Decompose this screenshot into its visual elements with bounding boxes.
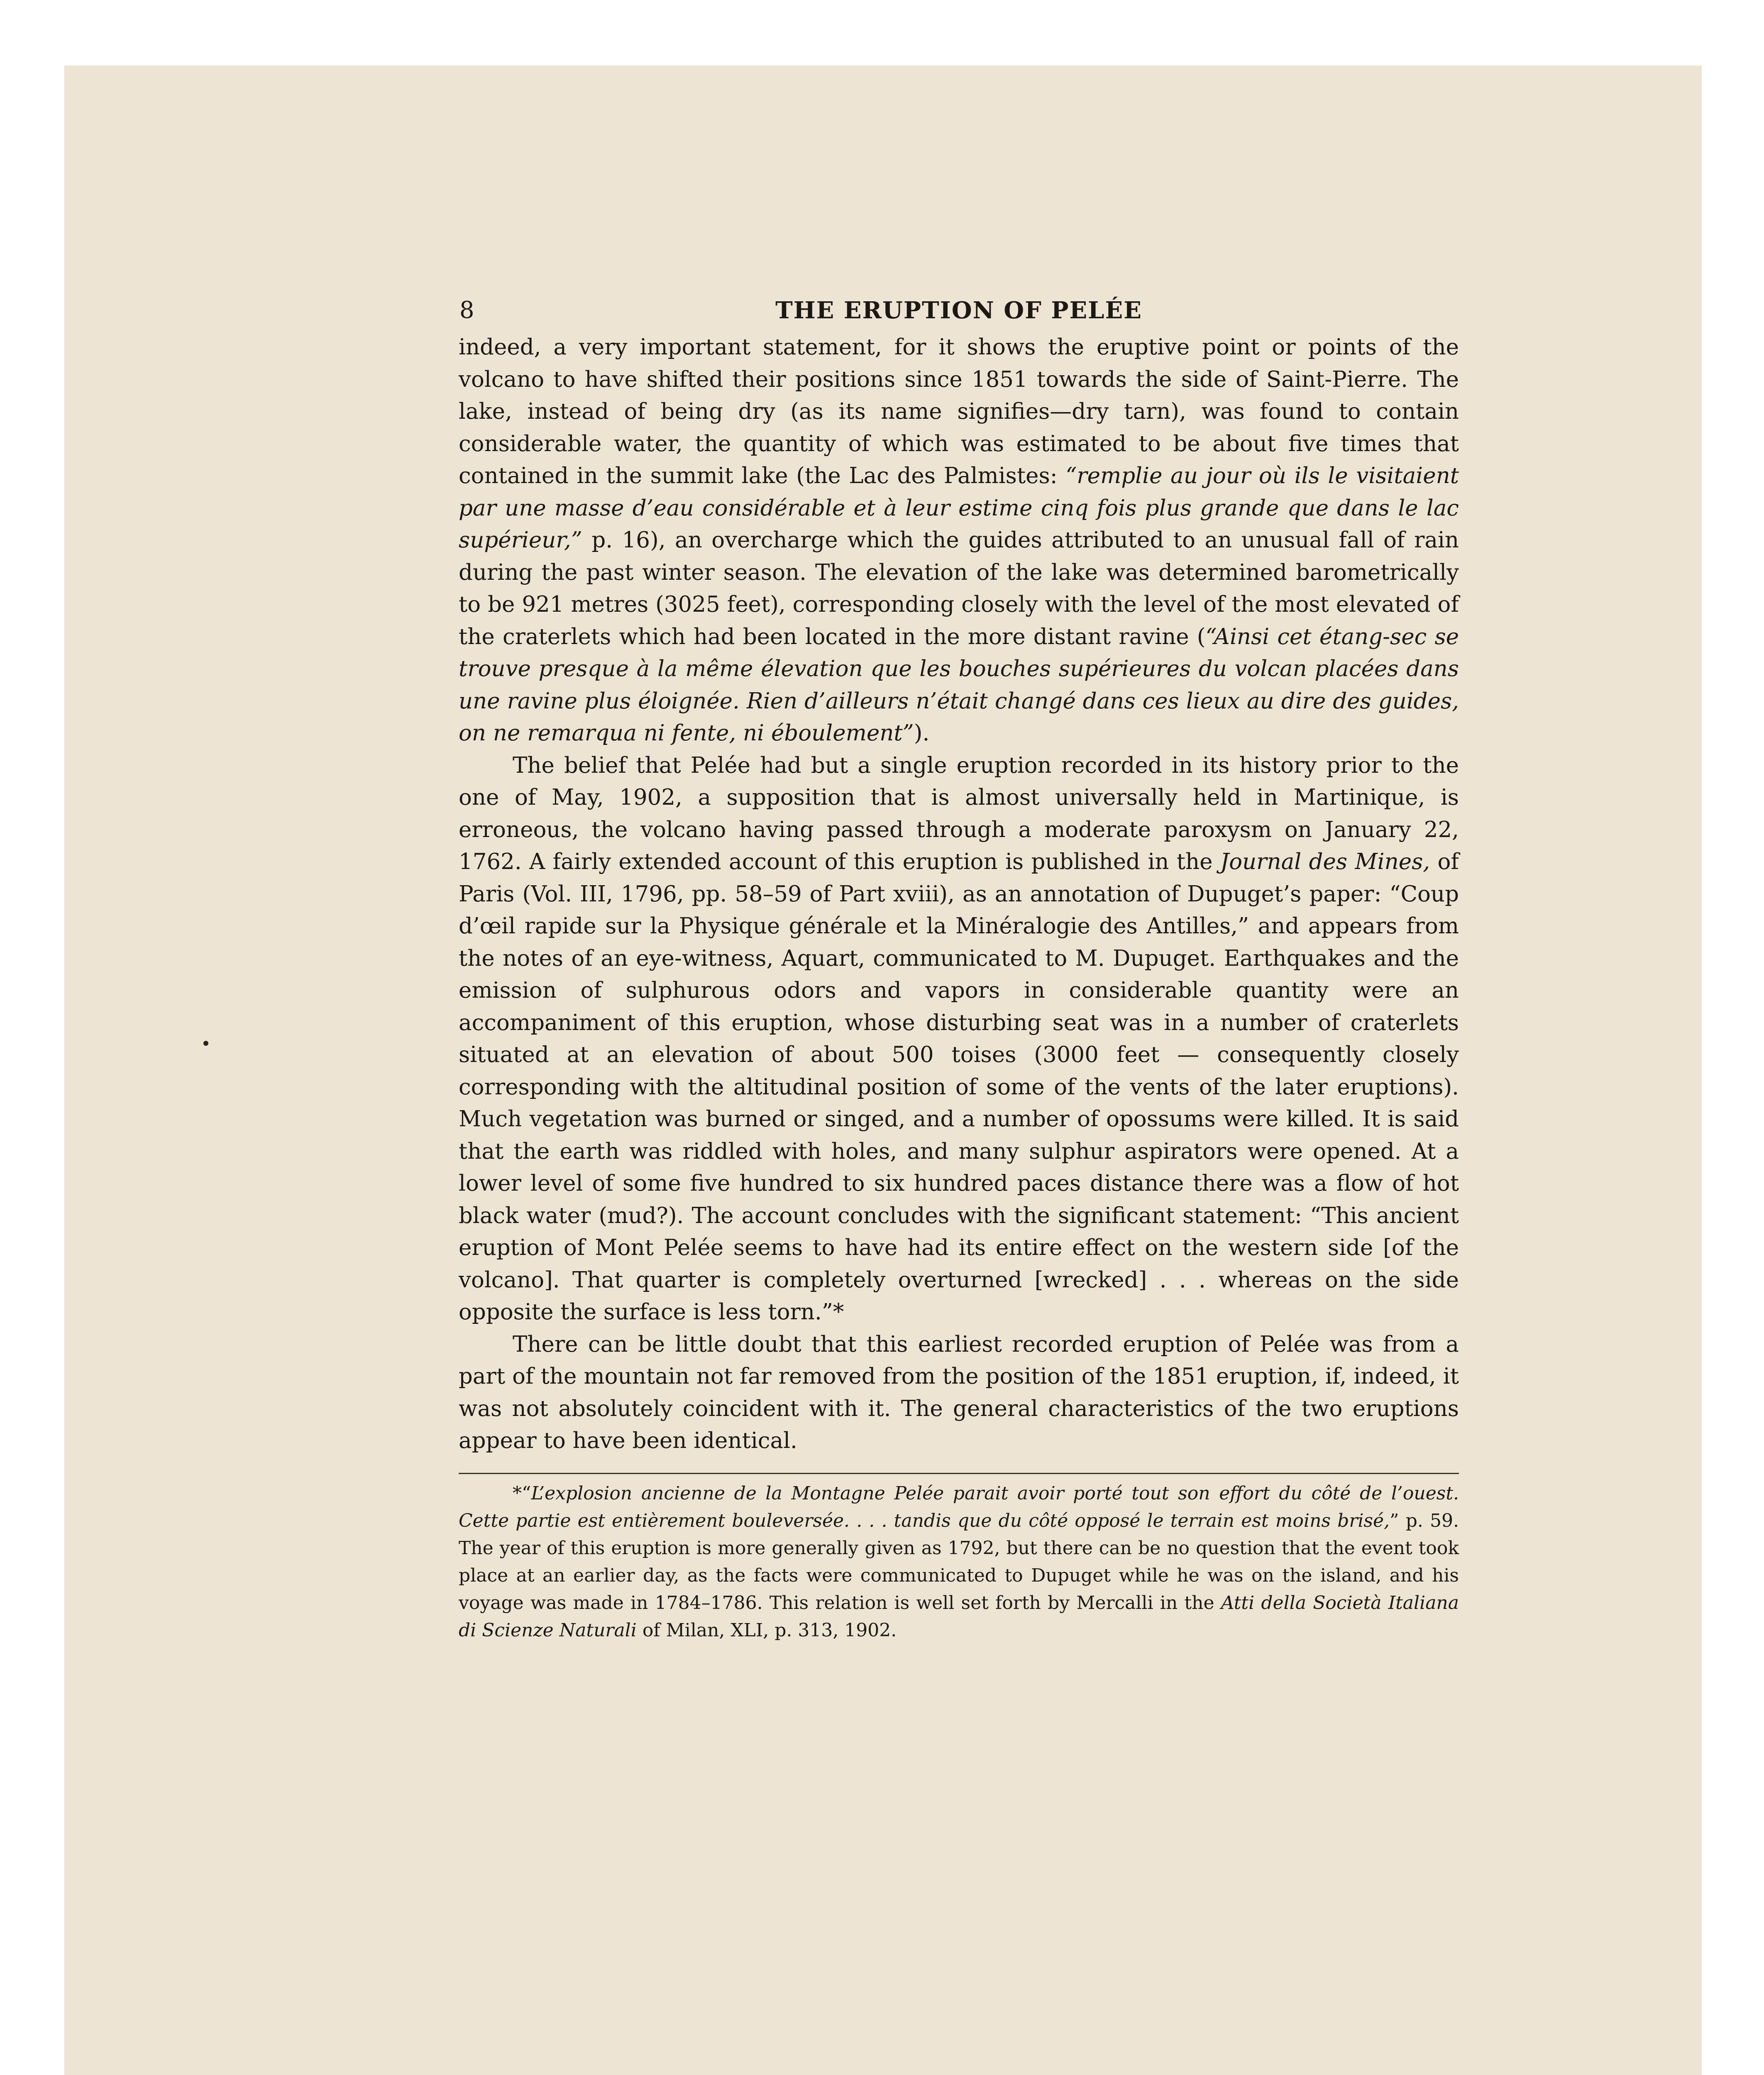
paragraph-2 [459, 749, 1459, 1328]
footnote [459, 1480, 1459, 1644]
text-block [459, 290, 1459, 1644]
scanned-page [64, 66, 1702, 2075]
footnote-divider [459, 1473, 1459, 1474]
paragraph-2-text-cont: of Paris (Vol. III, 1796, pp. 58–59 of Part xviii), as an annotation of Dupuget’s paper: “Coup d’œil rapide sur la Physique générale et la Minéralogie des Antilles,” and appears from the notes of an eye-witness, Aquart, communicated to M. Dupuget. Earthquakes and the emission of sulphurous odors and vapors in considerable quantity were an accompaniment of this eruption, whose disturbing seat was in a number of craterlets situated at an elevation of about 500 toises (3000 feet — consequently closely corresponding with the altitudinal position of some of the vents of the later eruptions). Much vegetation was burned or singed, and a number of opossums were killed. It is said that the earth was riddled with holes, and many sulphur aspirators were opened. At a lower level of some five hundred to six hundred paces distance there was a flow of hot black water (mud?). The account concludes with the significant statement: “This ancient eruption of Mont Pelée seems to have had its entire effect on the western side [of the volcano]. That quarter is completely overturned [wrecked] . . . whereas on the side opposite the surface is less torn.”* [459, 849, 1459, 1325]
footnote-marker: *“ [513, 1482, 531, 1504]
footnote-end: of Milan, XLI, p. 313, 1902. [636, 1619, 897, 1641]
page-number: 8 [459, 297, 474, 324]
footnote-text: ” p. 59. The year of this eruption is more generally given as 1792, but there can be no question that the event took place at an earlier day, as the facts were communicated to Dupuget while he was on the island, and his voyage was made in 1784–1786. This relation is well set forth by Mercalli in the [459, 1510, 1459, 1614]
french-quote-1: “remplie au jour où ils le visitaient par une masse d’eau considérable et à leur estime cinq fois plus grande que dans le lac supérieur,” [459, 463, 1459, 553]
paragraph-1-text-cont: p. 16), an overcharge which the guides attributed to an unusual fall of rain during the past winter season. The elevation of the lake was determined barometrically to be 921 metres (3025 feet), corresponding closely with the level of the most elevated of the craterlets which had been located in the more distant ravine ( [459, 527, 1459, 649]
journal-title: Journal des Mines, [1220, 849, 1430, 874]
running-head [459, 290, 1459, 331]
footnote-journal-title: Atti della Società Italiana di Scienze Naturali [459, 1592, 1459, 1641]
paragraph-2-text: The belief that Pelée had but a single eruption recorded in its history prior to the one of May, 1902, a supposition that is almost universally held in Martinique, is erroneous, the volcano having passed through a moderate paroxysm on January 22, 1762. A fairly extended account of this eruption is published in the [459, 752, 1459, 874]
ink-speck [203, 1041, 208, 1046]
paragraph-1 [459, 331, 1459, 749]
footnote-french-quote: L’explosion ancienne de la Montagne Pelée parait avoir porté tout son effort du côté de l’ouest. Cette partie est entièrement bouleversée. . . . tandis que du côté opposé le terrain est moins brisé, [459, 1482, 1459, 1531]
paragraph-1-text: indeed, a very important statement, for it shows the eruptive point or points of the volcano to have shifted their positions since 1851 towards the side of Saint-Pierre. The lake, instead of being dry (as its name signifies—dry tarn), was found to contain considerable water, the quantity of which was estimated to be about five times that contained in the summit lake (the Lac des Palmistes: [459, 334, 1459, 488]
paragraph-1-end: ). [914, 720, 930, 746]
paragraph-3: There can be little doubt that this earliest recorded eruption of Pelée was from a part of the mountain not far removed from the position of the 1851 eruption, if, indeed, it was not absolutely coincident with it. The general characteristics of the two eruptions appear to have been identical. [459, 1331, 1459, 1453]
running-title: THE ERUPTION OF PELÉE [775, 297, 1142, 324]
french-quote-2: “Ainsi cet étang-sec se trouve presque à la même élevation que les bouches supérieures du volcan placées dans une ravine plus éloignée. Rien d’ailleurs n’était changé dans ces lieux au dire des guides, on ne remarqua ni fente, ni éboulement” [459, 624, 1459, 746]
